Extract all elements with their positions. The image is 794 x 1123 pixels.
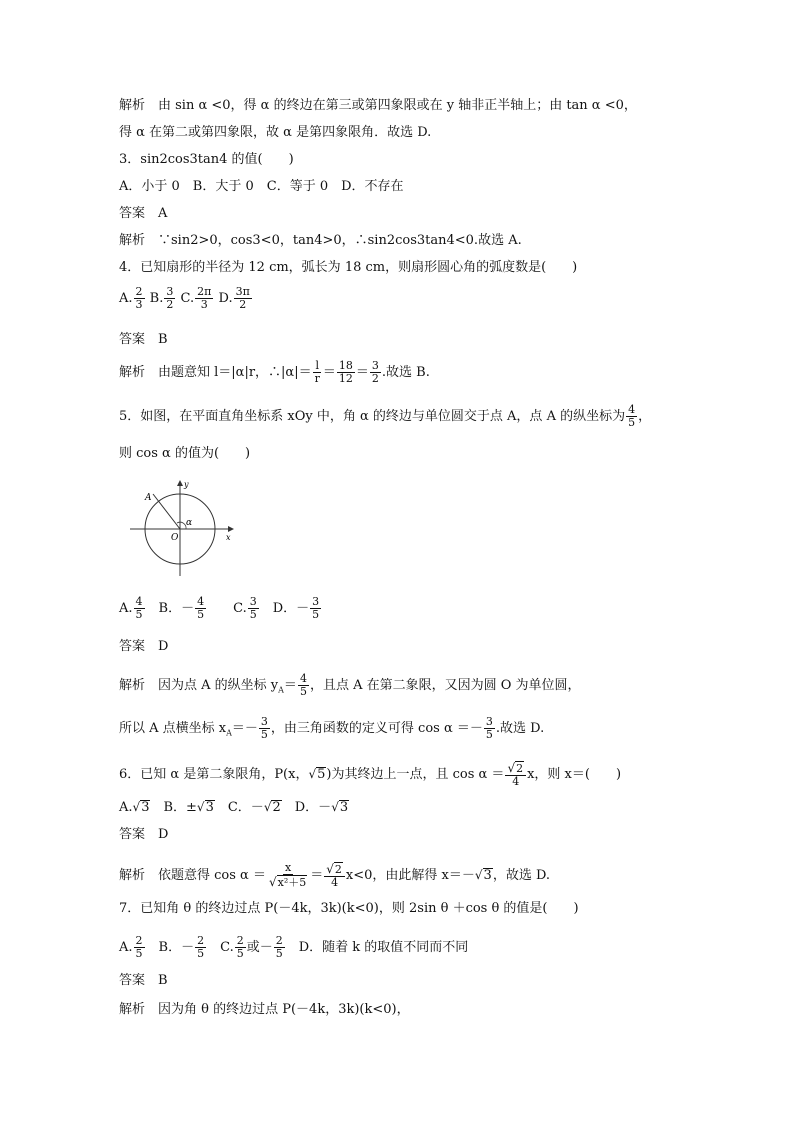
question-7-options: A. $\frac{2}{5}$ B．－ $\frac{2}{5}$ C. $\frac{2}{5}$ 或－ $\frac{2}{5}$ D．随着 k 的取值不同而不同 xyxy=(119,934,469,960)
question-4-answer: 答案 B xyxy=(119,332,168,347)
label-O: O xyxy=(171,533,179,543)
fraction: $\frac{2}{5}$ xyxy=(197,934,205,960)
question-5-stem: 5．如图，在平面直角坐标系 xOy 中，角 α 的终边与单位圆交于点 A，点 A 的纵坐标为 $\frac{4}{5}$ ， xyxy=(119,403,652,429)
question-6-analysis: 解析 依题意得 cos α ＝ $\frac{x}{\text{√x²＋5}}$ ＝ $\frac{√2}{4}$ x<0，由此解得 x＝－√3，故选 D. xyxy=(119,861,551,889)
question-7-analysis: 解析 因为角 θ 的终边过点 P(－4k，3k)(k<0)， xyxy=(119,1002,410,1017)
question-3-answer: 答案 A xyxy=(119,206,168,221)
question-5-stem-2: 则 cos α 的值为( ) xyxy=(119,446,251,461)
fraction: $\frac{4}{5}$ xyxy=(628,403,636,429)
fraction: $\frac{2}{5}$ xyxy=(275,934,283,960)
fraction: $\frac{18}{12}$ xyxy=(338,359,353,385)
fraction: $\frac{2\pi}{3}$ xyxy=(197,285,212,311)
question-5-options: A. $\frac{4}{5}$ B．－ $\frac{4}{5}$ C. $\frac{3}{5}$ D．－ $\frac{3}{5}$ xyxy=(119,595,320,621)
unit-circle-figure xyxy=(128,478,238,578)
fraction: $\frac{4}{5}$ xyxy=(197,595,205,621)
question-4-analysis: 解析 由题意知 l＝|α|r，∴|α|＝ $\frac{l}{r}$ ＝ $\frac{18}{12}$ ＝ $\frac{3}{2}$ .故选 B. xyxy=(119,359,430,385)
question-4-stem: 4．已知扇形的半径为 12 cm，弧长为 18 cm，则扇形圆心角的弧度数是( ) xyxy=(119,260,578,275)
question-3-stem: 3．sin2cos3tan4 的值( ) xyxy=(119,152,294,167)
question-7-stem: 7．已知角 θ 的终边过点 P(－4k，3k)(k<0)，则 2sin θ ＋cos θ 的值是( ) xyxy=(119,901,579,916)
fraction: $\frac{l}{r}$ xyxy=(314,359,320,385)
question-5-analysis-2: 所以 A 点横坐标 $x_A=-$ $\frac{3}{5}$ ，由三角函数的定义可得 cos α ＝－ $\frac{3}{5}$ .故选 D. xyxy=(119,715,545,741)
label-y: y xyxy=(184,480,189,489)
fraction: $\frac{√2}{4}$ xyxy=(324,862,345,889)
label-x: x xyxy=(226,533,231,542)
question-3-options: A．小于 0 B．大于 0 C．等于 0 D．不存在 xyxy=(119,179,404,194)
question-6-options: A.√3 B．±√3 C．－√2 D．－√3 xyxy=(119,800,349,815)
label-A: A xyxy=(145,493,152,503)
terminal-side xyxy=(153,494,180,529)
question-6-answer: 答案 D xyxy=(119,827,169,842)
fraction: $\frac{4}{5}$ xyxy=(135,595,143,621)
fraction: $\frac{√2}{4}$ xyxy=(505,761,526,788)
question-3-analysis: 解析 ∵sin2>0，cos3<0，tan4>0，∴sin2cos3tan4<0.故选 A. xyxy=(119,233,522,248)
angle-arc xyxy=(177,522,186,529)
question-7-answer: 答案 B xyxy=(119,973,168,988)
fraction: $\frac{3}{2}$ xyxy=(371,359,379,385)
fraction: $\frac{3}{5}$ xyxy=(485,715,493,741)
fraction: $\frac{2}{5}$ xyxy=(135,934,143,960)
analysis-line: 解析 由 sin α <0，得 α 的终边在第三或第四象限或在 y 轴非正半轴上；由 tan α <0， xyxy=(119,98,637,113)
fraction: $\frac{3}{5}$ xyxy=(260,715,268,741)
fraction: $\frac{3}{2}$ xyxy=(166,285,174,311)
analysis-line: 得 α 在第二或第四象限，故 α 是第四象限角．故选 D. xyxy=(119,125,432,140)
fraction: $\frac{3}{5}$ xyxy=(249,595,257,621)
question-4-options: A. $\frac{2}{3}$ B. $\frac{3}{2}$ C. $\frac{2\pi}{3}$ D. $\frac{3\pi}{2}$ xyxy=(119,285,250,311)
question-6-stem: 6．已知 α 是第二象限角，P(x，√5)为其终边上一点，且 cos α ＝ $\frac{√2}{4}$ x，则 x＝( ) xyxy=(119,761,622,788)
fraction: $\frac{x}{\text{√x²＋5}}$ xyxy=(268,861,307,889)
fraction: $\frac{3}{5}$ xyxy=(312,595,320,621)
fraction: $\frac{3\pi}{2}$ xyxy=(235,285,250,311)
fraction: $\frac{2}{5}$ xyxy=(236,934,244,960)
question-5-answer: 答案 D xyxy=(119,639,169,654)
fraction: $\frac{2}{3}$ xyxy=(135,285,143,311)
label-alpha: α xyxy=(186,518,193,528)
question-5-analysis-1: 解析 因为点 A 的纵坐标 $y_A=$ $\frac{4}{5}$ ，且点 A 在第二象限，又因为圆 O 为单位圆， xyxy=(119,672,581,698)
fraction: $\frac{4}{5}$ xyxy=(299,672,307,698)
